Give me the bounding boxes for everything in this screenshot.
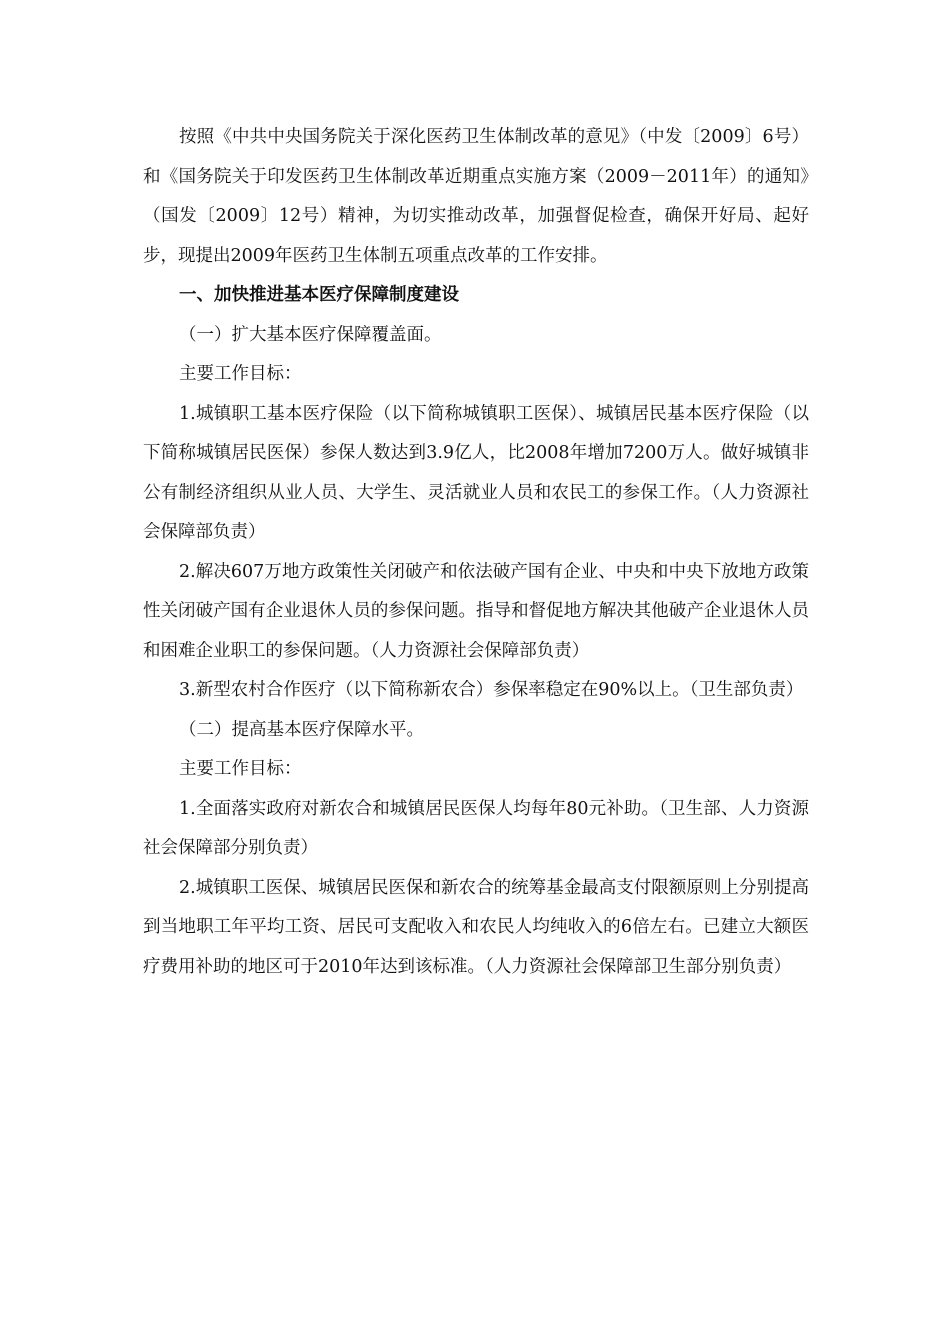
goals-label: 主要工作目标： <box>179 759 302 779</box>
subsection-title: （一）扩大基本医疗保障覆盖面。 <box>179 324 442 345</box>
subsection-title: （二）提高基本医疗保障水平。 <box>179 719 424 740</box>
document-body <box>143 118 809 987</box>
list-item: 3.新型农村合作医疗（以下简称新农合）参保率稳定在90%以上。（卫生部负责） <box>179 680 804 700</box>
section-heading: 一、加快推进基本医疗保障制度建设 <box>179 285 459 305</box>
list-item: 2.城镇职工医保、城镇居民医保和新农合的统筹基金最高支付限额原则上分别提高到当地职工年平均工资、居民可支配收入和农民人均纯收入的6倍左右。已建立大额医疗费用补助的地区可于2010年达到该标准。（人力资源社会保障部卫生部分别负责） <box>143 877 809 977</box>
list-item: 1.城镇职工基本医疗保险（以下简称城镇职工医保）、城镇居民基本医疗保险（以下简称城镇居民医保）参保人数达到3.9亿人，比2008年增加7200万人。做好城镇非公有制经济组织从业人员、大学生、灵活就业人员和农民工的参保工作。（人力资源社会保障部负责） <box>143 403 809 542</box>
goals-label: 主要工作目标： <box>179 364 302 384</box>
list-item: 2.解决607万地方政策性关闭破产和依法破产国有企业、中央和中央下放地方政策性关闭破产国有企业退休人员的参保问题。指导和督促地方解决其他破产企业退休人员和困难企业职工的参保问题。（人力资源社会保障部负责） <box>143 561 809 661</box>
list-item: 1.全面落实政府对新农合和城镇居民医保人均每年80元补助。（卫生部、人力资源社会保障部分别负责） <box>143 798 809 858</box>
intro-paragraph: 按照《中共中央国务院关于深化医药卫生体制改革的意见》（中发〔2009〕6号）和《国务院关于印发医药卫生体制改革近期重点实施方案（2009－2011年）的通知》（国发〔2009〕12号）精神，为切实推动改革，加强督促检查，确保开好局、起好步，现提出2009年医药卫生体制五项重点改革的工作安排。 <box>143 127 809 266</box>
